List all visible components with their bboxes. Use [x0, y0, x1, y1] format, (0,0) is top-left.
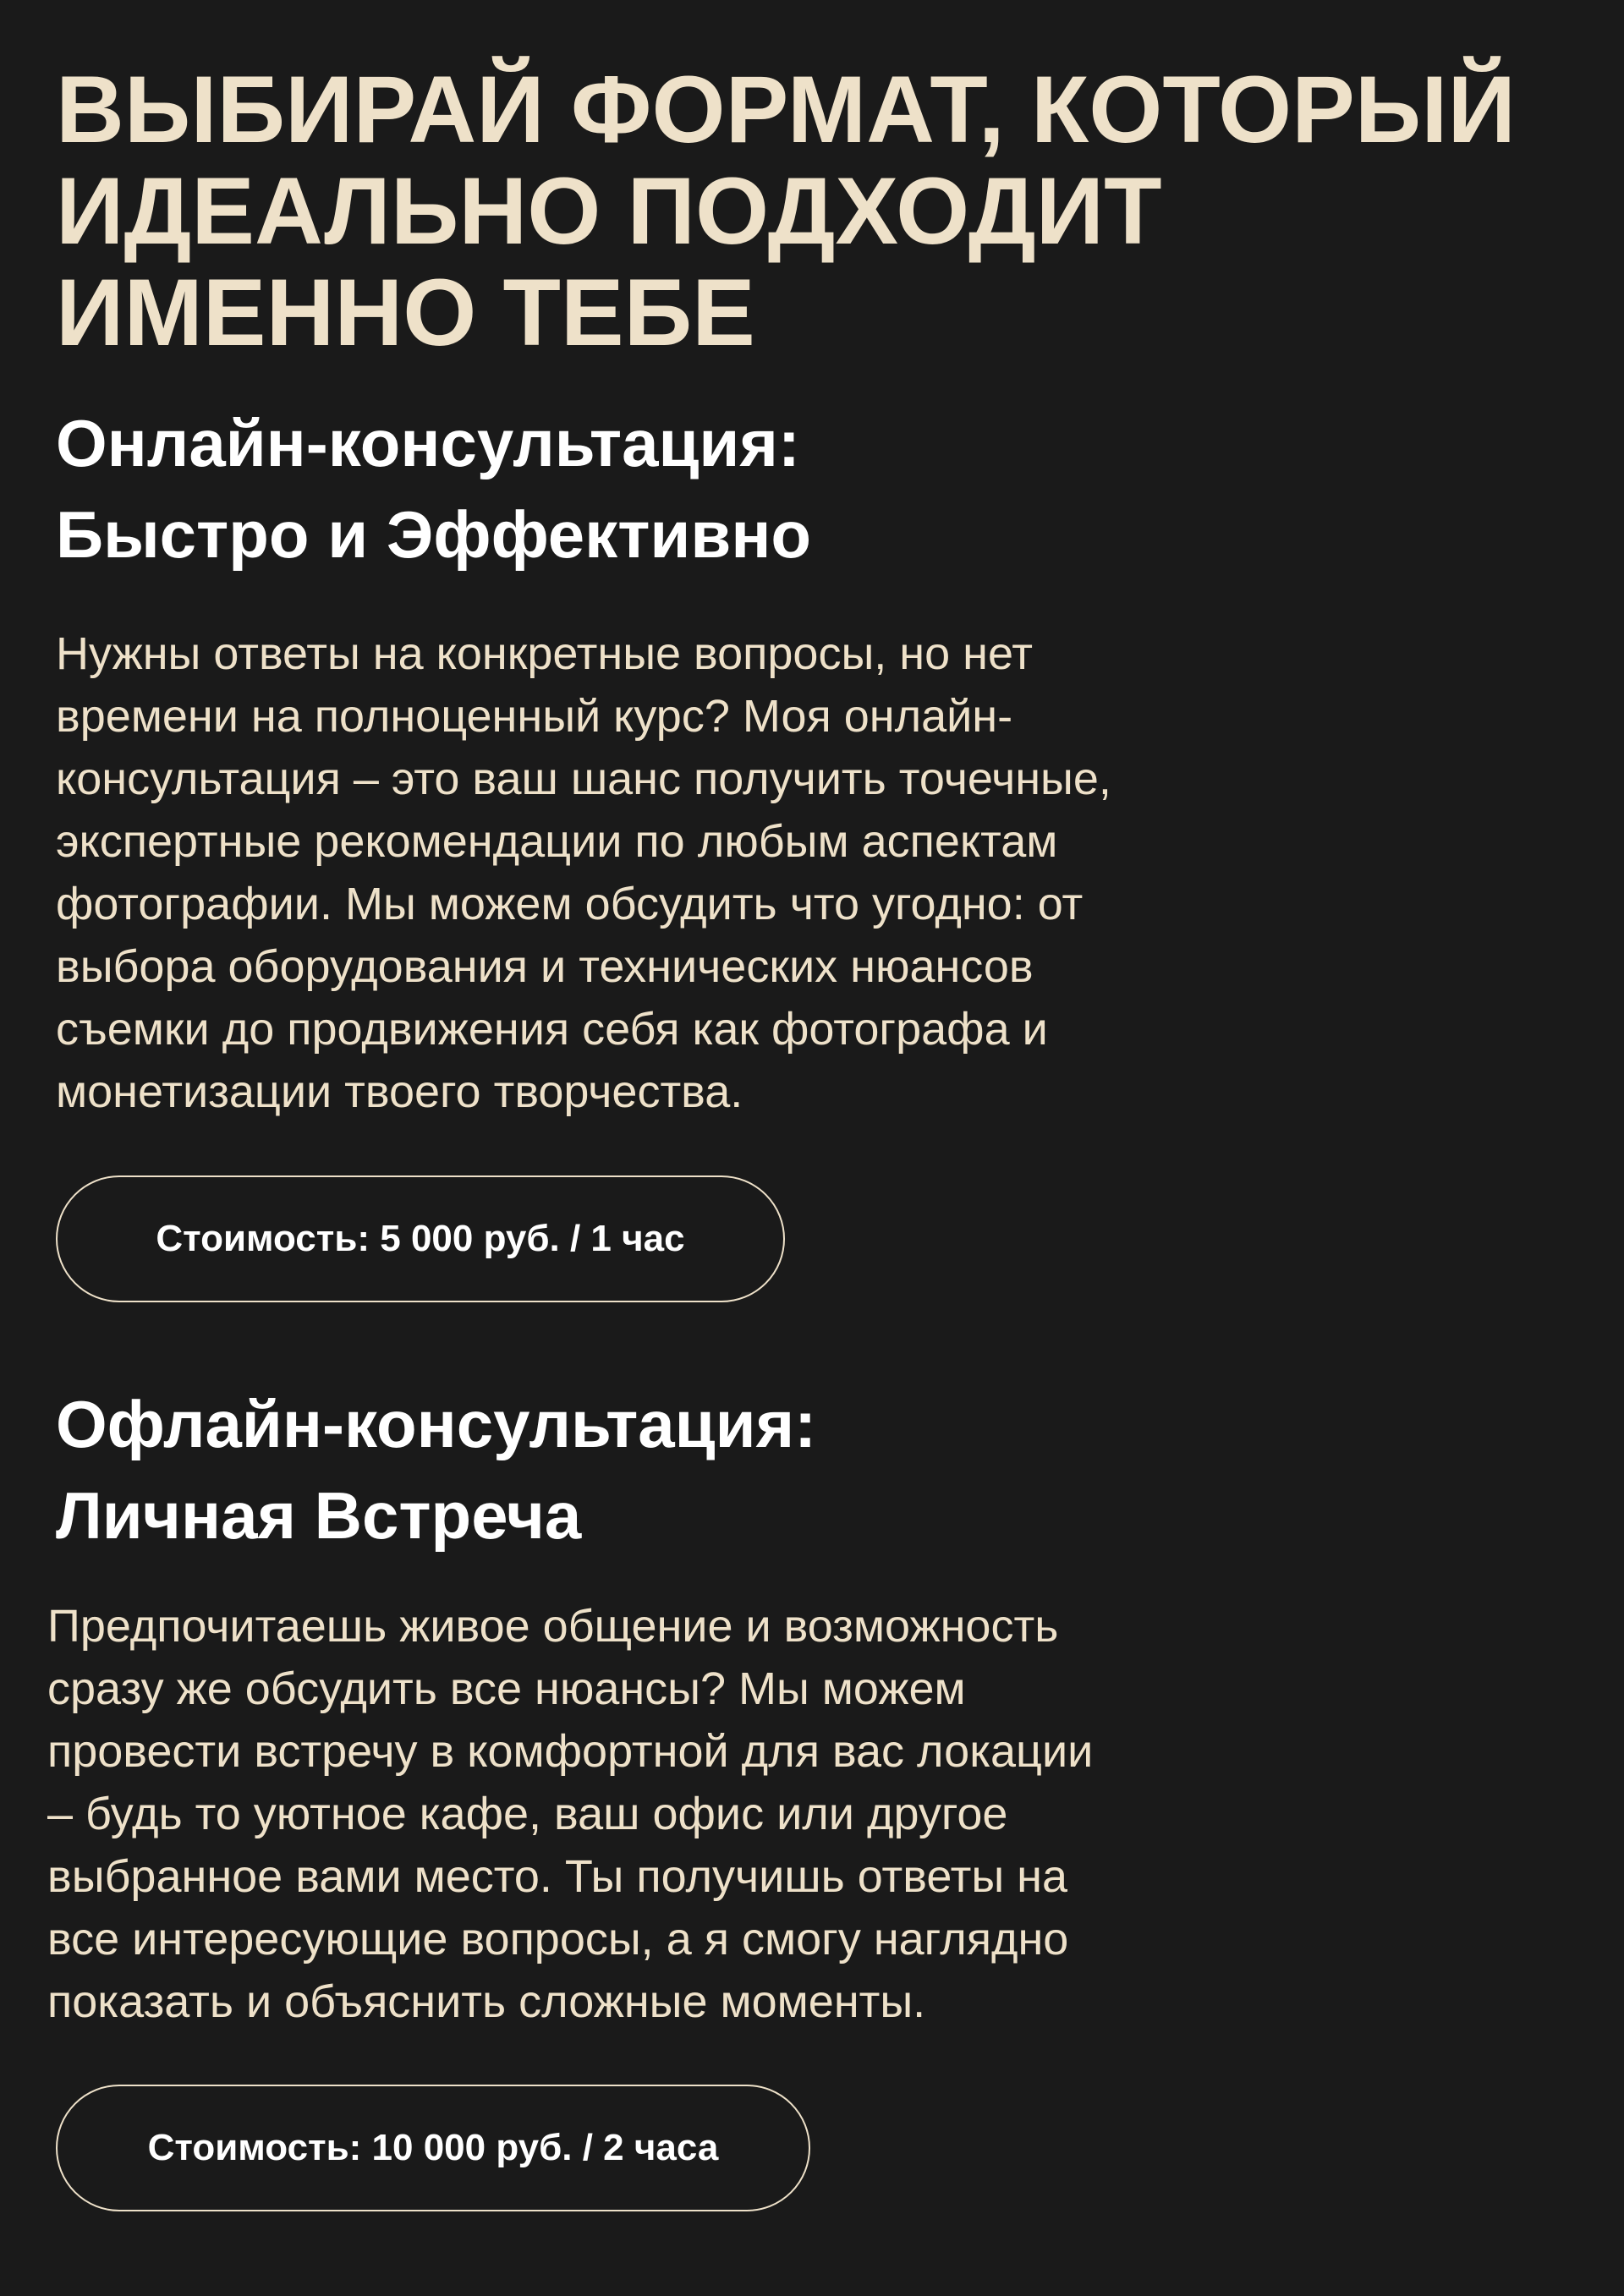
description-line: фотографии. Мы можем обсудить что угодно: от	[56, 879, 1084, 929]
offline-consultation-description	[47, 1595, 1093, 2033]
description-line: выбранное вами место. Ты получишь ответы на	[47, 1851, 1068, 1902]
online-consultation-description	[56, 622, 1111, 1123]
online-title-line-2: Быстро и Эффективно	[56, 497, 812, 572]
offline-consultation-title	[56, 1378, 816, 1561]
description-line: Нужны ответы на конкретные вопросы, но нет	[56, 628, 1033, 679]
description-line: экспертные рекомендации по любым аспектам	[56, 816, 1058, 867]
description-line: съемки до продвижения себя как фотографа и	[56, 1004, 1048, 1055]
online-title-line-1: Онлайн-консультация:	[56, 406, 800, 480]
description-line: Предпочитаешь живое общение и возможность	[47, 1601, 1059, 1652]
description-line: показать и объяснить сложные моменты.	[47, 1976, 926, 2027]
offline-title-line-2: Личная Встреча	[56, 1478, 582, 1553]
offline-price-button[interactable]: Стоимость: 10 000 руб. / 2 часа	[56, 2085, 810, 2211]
offline-title-line-1: Офлайн-консультация:	[56, 1387, 817, 1461]
online-price-button[interactable]: Стоимость: 5 000 руб. / 1 час	[56, 1175, 785, 1302]
description-line: консультация – это ваш шанс получить точечные,	[56, 753, 1111, 804]
description-line: сразу же обсудить все нюансы? Мы можем	[47, 1663, 966, 1714]
online-consultation-title	[56, 397, 811, 580]
description-line: все интересующие вопросы, а я смогу наглядно	[47, 1914, 1069, 1964]
description-line: – будь то уютное кафе, ваш офис или другое	[47, 1789, 1008, 1839]
description-line: провести встречу в комфортной для вас локации	[47, 1726, 1094, 1777]
description-line: монетизации твоего творчества.	[56, 1066, 743, 1117]
description-line: времени на полноценный курс? Моя онлайн-	[56, 691, 1013, 742]
page-title: ВЫБИРАЙ ФОРМАТ, КОТОРЫЙ ИДЕАЛЬНО ПОДХОДИТ ИМЕННО ТЕБЕ	[56, 57, 1516, 365]
description-line: выбора оборудования и технических нюансов	[56, 941, 1034, 992]
